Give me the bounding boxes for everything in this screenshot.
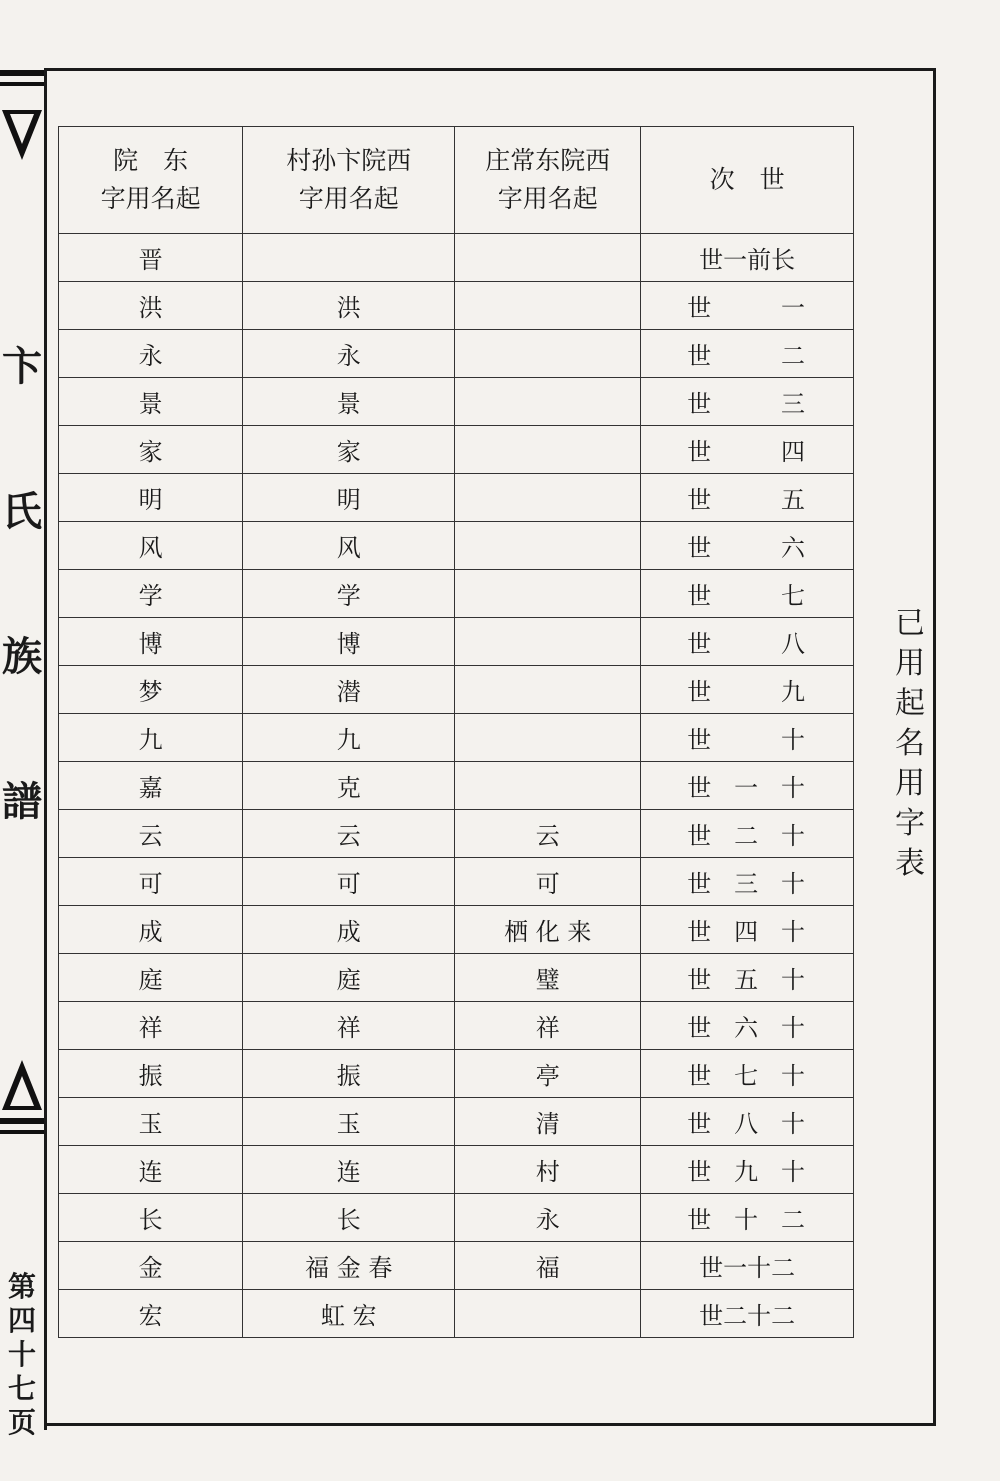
- name-char-cell-west-sun: 云: [243, 810, 455, 858]
- name-char-cell-west-sun: 虹 宏: [243, 1290, 455, 1338]
- generation-cell: [641, 330, 854, 378]
- generation-cell: [641, 714, 854, 762]
- name-char-cell-east: 博: [59, 618, 243, 666]
- generation-char: 四: [781, 438, 805, 466]
- table-row: [59, 1242, 854, 1290]
- generation-char: 十: [780, 1158, 805, 1186]
- title-char: 卞: [2, 343, 42, 390]
- generation-char: 八: [781, 630, 805, 658]
- table-row: [59, 1194, 854, 1242]
- page-num-char: 十: [7, 1338, 36, 1371]
- side-title-char: 已: [895, 606, 925, 641]
- name-char-cell-east: 玉: [59, 1098, 243, 1146]
- generation-char: 世: [687, 918, 712, 946]
- header-line: 字用名起: [100, 184, 201, 213]
- generation-char: 十: [780, 822, 805, 850]
- generation-char: 十: [780, 918, 805, 946]
- spine-rule: [0, 1118, 44, 1124]
- name-char-cell-west-sun: 九: [243, 714, 455, 762]
- name-char-cell-west-sun: [243, 234, 455, 282]
- name-char-cell-east: 长: [59, 1194, 243, 1242]
- side-title-char: 起: [895, 686, 925, 721]
- generation-char: 九: [734, 1158, 759, 1186]
- generation-char: 二: [734, 822, 759, 850]
- generation-cell: [641, 666, 854, 714]
- name-char-cell-west-chang: [455, 570, 641, 618]
- name-char-cell-west-chang: [455, 762, 641, 810]
- name-char-cell-east: 晋: [59, 234, 243, 282]
- name-char-cell-west-chang: [455, 282, 641, 330]
- name-char-cell-west-chang: 璧: [455, 954, 641, 1002]
- generation-char: 八: [734, 1110, 759, 1138]
- generation-cell: [641, 1146, 854, 1194]
- table-row: [59, 1098, 854, 1146]
- name-char-cell-west-sun: 明: [243, 474, 455, 522]
- page-number-vertical: [0, 1270, 44, 1440]
- side-title-char: 表: [895, 846, 925, 881]
- spine-rule: [0, 70, 44, 76]
- name-char-cell-west-chang: 栖 化 来: [455, 906, 641, 954]
- name-char-cell-east: 振: [59, 1050, 243, 1098]
- name-char-cell-west-sun: 振: [243, 1050, 455, 1098]
- header-west-sun-village: [243, 127, 455, 234]
- generation-cell: [641, 282, 854, 330]
- generation-cell: [641, 810, 854, 858]
- name-char-cell-west-sun: 可: [243, 858, 455, 906]
- side-title-char: 用: [895, 646, 925, 681]
- table-row: [59, 426, 854, 474]
- title-char: 氏: [2, 488, 42, 535]
- name-char-cell-west-chang: [455, 330, 641, 378]
- generation-char: 世: [687, 774, 712, 802]
- name-char-cell-east: 连: [59, 1146, 243, 1194]
- table-row: [59, 330, 854, 378]
- generation-char: 六: [734, 1014, 759, 1042]
- name-char-cell-west-chang: [455, 426, 641, 474]
- generation-cell: [641, 570, 854, 618]
- name-char-cell-east: 洪: [59, 282, 243, 330]
- table-row: [59, 378, 854, 426]
- spine-rule: [0, 1130, 44, 1134]
- generation-char: 世: [687, 822, 712, 850]
- generation-cell: [641, 1098, 854, 1146]
- generation-cell: [641, 1290, 854, 1338]
- generation-char: 十: [780, 1062, 805, 1090]
- generation-char: 世: [687, 1110, 712, 1138]
- generation-char: 世: [687, 534, 712, 562]
- name-char-cell-west-chang: [455, 378, 641, 426]
- name-char-cell-east: 学: [59, 570, 243, 618]
- generation-char: 世: [687, 294, 712, 322]
- table-row: [59, 762, 854, 810]
- name-char-cell-east: 祥: [59, 1002, 243, 1050]
- generation-cell: [641, 234, 854, 282]
- generation-char: 世: [687, 342, 712, 370]
- generation-char: 世: [687, 678, 712, 706]
- name-char-cell-east: 梦: [59, 666, 243, 714]
- name-char-cell-west-chang: 村: [455, 1146, 641, 1194]
- name-char-cell-west-sun: 家: [243, 426, 455, 474]
- table-row: [59, 906, 854, 954]
- side-title-char: 字: [895, 806, 925, 841]
- generation-char: 世: [687, 390, 712, 418]
- name-char-cell-west-sun: 风: [243, 522, 455, 570]
- generation-char: 世: [687, 870, 712, 898]
- header-line: 字用名起: [298, 184, 399, 213]
- table-row: [59, 282, 854, 330]
- table-row: [59, 1146, 854, 1194]
- name-char-cell-east: 云: [59, 810, 243, 858]
- generation-char: 十: [781, 726, 805, 754]
- name-char-cell-west-chang: [455, 666, 641, 714]
- table-row: [59, 954, 854, 1002]
- name-char-cell-west-sun: 祥: [243, 1002, 455, 1050]
- name-char-cell-west-chang: [455, 1290, 641, 1338]
- generation-char: 五: [734, 966, 759, 994]
- generation-char: 二: [781, 342, 805, 370]
- name-char-cell-west-sun: 永: [243, 330, 455, 378]
- generation-char: 三: [734, 870, 759, 898]
- header-line: 次 世: [709, 165, 785, 194]
- generation-cell: [641, 1242, 854, 1290]
- name-char-cell-west-sun: 学: [243, 570, 455, 618]
- generation-char: 四: [734, 918, 759, 946]
- header-line: 字用名起: [497, 184, 598, 213]
- name-char-cell-west-sun: 玉: [243, 1098, 455, 1146]
- page-num-char: 第: [7, 1270, 36, 1303]
- title-char: 族: [2, 633, 42, 680]
- table-row: [59, 858, 854, 906]
- name-char-cell-east: 家: [59, 426, 243, 474]
- generation-char: 十: [780, 870, 805, 898]
- generation-char: 五: [781, 486, 805, 514]
- generation-name-table: [58, 126, 854, 1338]
- name-char-cell-east: 可: [59, 858, 243, 906]
- name-char-cell-east: 九: [59, 714, 243, 762]
- header-line: 庄常东院西: [485, 146, 611, 175]
- generation-char: 七: [734, 1062, 759, 1090]
- name-char-cell-west-sun: 博: [243, 618, 455, 666]
- name-char-cell-west-sun: 成: [243, 906, 455, 954]
- name-char-cell-west-chang: 亭: [455, 1050, 641, 1098]
- generation-char: 六: [781, 534, 805, 562]
- page-num-char: 四: [7, 1304, 36, 1337]
- generation-char: 世: [687, 630, 712, 658]
- name-char-cell-west-chang: 永: [455, 1194, 641, 1242]
- generation-cell: [641, 1194, 854, 1242]
- name-char-cell-east: 成: [59, 906, 243, 954]
- generation-char: 一: [781, 294, 805, 322]
- name-char-cell-west-sun: 潜: [243, 666, 455, 714]
- generation-char: 世: [687, 1062, 712, 1090]
- name-char-cell-west-chang: 可: [455, 858, 641, 906]
- table-row: [59, 1050, 854, 1098]
- book-title-vertical: [0, 340, 44, 920]
- generation-cell: [641, 426, 854, 474]
- header-generation: [641, 127, 854, 234]
- name-char-cell-west-sun: 景: [243, 378, 455, 426]
- table-row: [59, 474, 854, 522]
- name-char-cell-west-sun: 长: [243, 1194, 455, 1242]
- name-char-cell-west-chang: [455, 618, 641, 666]
- name-char-cell-east: 景: [59, 378, 243, 426]
- name-char-cell-west-chang: [455, 714, 641, 762]
- name-char-cell-west-sun: 克: [243, 762, 455, 810]
- generation-cell: [641, 522, 854, 570]
- name-char-cell-east: 明: [59, 474, 243, 522]
- header-line: 村孙卞院西: [286, 146, 412, 175]
- generation-char: 三: [781, 390, 805, 418]
- generation-char: 世: [687, 966, 712, 994]
- header-east-courtyard: [59, 127, 243, 234]
- generation-label: 世一十二: [699, 1254, 796, 1282]
- generation-label: 世二十二: [699, 1302, 796, 1330]
- generation-cell: [641, 1002, 854, 1050]
- header-row: [59, 127, 854, 234]
- generation-char: 世: [687, 582, 712, 610]
- generation-cell: [641, 618, 854, 666]
- name-char-cell-west-chang: [455, 522, 641, 570]
- table-row: [59, 234, 854, 282]
- page-num-char: 页: [7, 1406, 36, 1439]
- generation-char: 世: [687, 1206, 712, 1234]
- name-char-cell-east: 金: [59, 1242, 243, 1290]
- name-char-cell-east: 宏: [59, 1290, 243, 1338]
- page-num-char: 七: [7, 1372, 36, 1405]
- generation-cell: [641, 906, 854, 954]
- generation-char: 二: [780, 1206, 805, 1234]
- generation-cell: [641, 1050, 854, 1098]
- generation-cell: [641, 378, 854, 426]
- name-char-cell-west-chang: 云: [455, 810, 641, 858]
- name-char-cell-east: 永: [59, 330, 243, 378]
- name-char-cell-east: 风: [59, 522, 243, 570]
- generation-cell: [641, 762, 854, 810]
- header-line: 院 东: [113, 146, 189, 175]
- name-char-cell-west-sun: 洪: [243, 282, 455, 330]
- generation-char: 十: [780, 1110, 805, 1138]
- generation-char: 世: [687, 1014, 712, 1042]
- generation-char: 十: [780, 966, 805, 994]
- generation-char: 十: [734, 1206, 759, 1234]
- header-west-chang-village: [455, 127, 641, 234]
- generation-char: 十: [780, 774, 805, 802]
- name-char-cell-west-sun: 福 金 春: [243, 1242, 455, 1290]
- generation-char: 世: [687, 726, 712, 754]
- generation-cell: [641, 474, 854, 522]
- name-char-cell-west-chang: 福: [455, 1242, 641, 1290]
- table-row: [59, 522, 854, 570]
- generation-char: 世: [687, 486, 712, 514]
- side-title-char: 用: [895, 766, 925, 801]
- name-char-cell-east: 庭: [59, 954, 243, 1002]
- generation-char: 九: [781, 678, 805, 706]
- generation-char: 一: [734, 774, 759, 802]
- table-row: [59, 618, 854, 666]
- generation-char: 十: [780, 1014, 805, 1042]
- generation-cell: [641, 858, 854, 906]
- table-row: [59, 810, 854, 858]
- name-char-cell-west-chang: [455, 234, 641, 282]
- table-row: [59, 714, 854, 762]
- generation-cell: [641, 954, 854, 1002]
- name-char-cell-west-sun: 庭: [243, 954, 455, 1002]
- name-char-cell-west-chang: 清: [455, 1098, 641, 1146]
- spine-rule: [0, 82, 44, 86]
- binding-spine: [0, 70, 47, 1439]
- name-char-cell-east: 嘉: [59, 762, 243, 810]
- title-char: 譜: [2, 778, 42, 825]
- name-char-cell-west-chang: 祥: [455, 1002, 641, 1050]
- generation-label: 世一前长: [699, 246, 796, 274]
- table-row: [59, 666, 854, 714]
- generation-char: 世: [687, 438, 712, 466]
- generation-char: 七: [781, 582, 805, 610]
- generation-char: 世: [687, 1158, 712, 1186]
- side-title-char: 名: [895, 726, 925, 761]
- name-char-cell-west-chang: [455, 474, 641, 522]
- name-char-cell-west-sun: 连: [243, 1146, 455, 1194]
- table-row: [59, 1290, 854, 1338]
- table-row: [59, 570, 854, 618]
- table-title-vertical: [890, 604, 930, 884]
- table-row: [59, 1002, 854, 1050]
